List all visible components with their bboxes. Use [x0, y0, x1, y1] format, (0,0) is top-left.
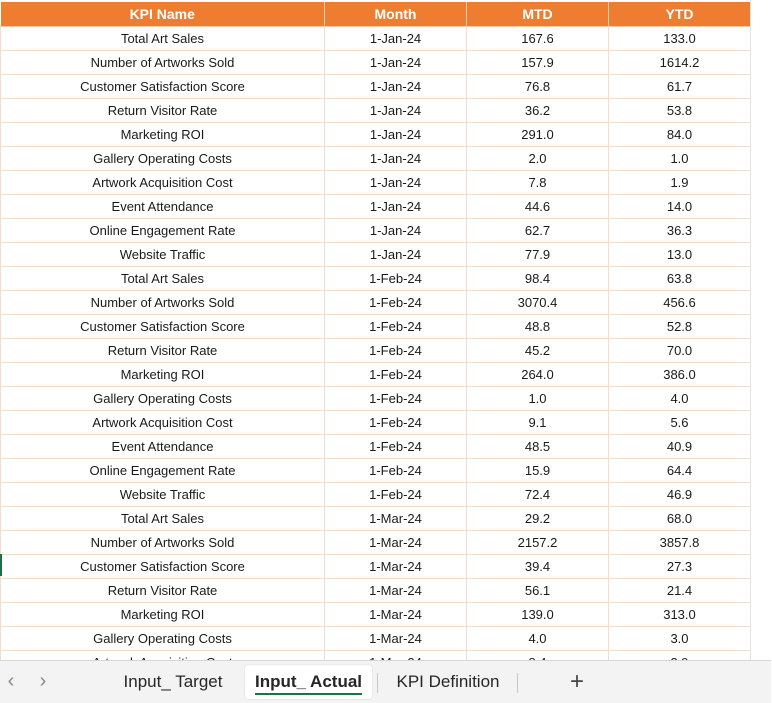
empty-column-area[interactable] — [750, 0, 772, 660]
tab-kpi-definition[interactable] — [383, 665, 513, 699]
cell-kpi-name[interactable]: Number of Artworks Sold — [1, 531, 325, 555]
cell-month[interactable]: 1-Jan-24 — [325, 195, 467, 219]
cell-kpi-name[interactable]: Return Visitor Rate — [1, 339, 325, 363]
cell-mtd[interactable]: 264.0 — [467, 363, 609, 387]
cell-month[interactable]: 1-Feb-24 — [325, 387, 467, 411]
cell-month[interactable]: 1-Mar-24 — [325, 507, 467, 531]
cell-ytd[interactable]: 52.8 — [609, 315, 751, 339]
cell-month[interactable]: 1-Jan-24 — [325, 171, 467, 195]
cell-month[interactable]: 1-Feb-24 — [325, 411, 467, 435]
table-row — [1, 291, 751, 315]
tab-input-actual-label: Input_ Actual — [254, 672, 363, 691]
table-row — [1, 75, 751, 99]
cell-mtd[interactable]: 62.7 — [467, 219, 609, 243]
chevron-right-icon[interactable]: › — [39, 670, 47, 692]
cell-kpi-name[interactable]: Event Attendance — [1, 195, 325, 219]
cell-ytd[interactable]: 63.8 — [609, 267, 751, 291]
cell-mtd[interactable]: 36.2 — [467, 99, 609, 123]
cell-ytd[interactable]: 1.9 — [609, 171, 751, 195]
tab-kpi-definition-label: KPI Definition — [396, 672, 500, 691]
cell-ytd[interactable]: 386.0 — [609, 363, 751, 387]
table-row — [1, 51, 751, 75]
cell-ytd[interactable]: 68.0 — [609, 507, 751, 531]
cell-kpi-name[interactable]: Gallery Operating Costs — [1, 627, 325, 651]
cell-mtd[interactable]: 1.0 — [467, 387, 609, 411]
tab-input-target[interactable] — [108, 665, 238, 699]
cell-month[interactable]: 1-Jan-24 — [325, 123, 467, 147]
sheet-tab-bar — [0, 660, 771, 703]
cell-month[interactable]: 1-Feb-24 — [325, 363, 467, 387]
cell-kpi-name[interactable]: Marketing ROI — [1, 603, 325, 627]
cell-month[interactable]: 1-Mar-24 — [325, 579, 467, 603]
cell-ytd[interactable]: 61.7 — [609, 75, 751, 99]
cell-kpi-name[interactable]: Artwork Acquisition Cost — [1, 171, 325, 195]
table-row — [1, 579, 751, 603]
cell-month[interactable]: 1-Mar-24 — [325, 603, 467, 627]
cell-ytd[interactable]: 1.0 — [609, 147, 751, 171]
cell-kpi-name[interactable]: Gallery Operating Costs — [1, 147, 325, 171]
cell-ytd[interactable]: 36.3 — [609, 219, 751, 243]
table-row — [1, 531, 751, 555]
tab-input-actual[interactable] — [245, 665, 372, 699]
cell-ytd[interactable]: 40.9 — [609, 435, 751, 459]
cell-mtd[interactable]: 72.4 — [467, 483, 609, 507]
cell-ytd[interactable]: 84.0 — [609, 123, 751, 147]
cell-kpi-name[interactable]: Event Attendance — [1, 435, 325, 459]
cell-month[interactable]: 1-Feb-24 — [325, 459, 467, 483]
cell-mtd[interactable]: 139.0 — [467, 603, 609, 627]
cell-kpi-name[interactable]: Gallery Operating Costs — [1, 387, 325, 411]
plus-icon: + — [569, 668, 584, 695]
active-row-indicator — [0, 554, 2, 576]
cell-mtd[interactable]: 77.9 — [467, 243, 609, 267]
cell-ytd[interactable]: 14.0 — [609, 195, 751, 219]
cell-kpi-name[interactable]: Marketing ROI — [1, 363, 325, 387]
cell-mtd[interactable]: 48.8 — [467, 315, 609, 339]
cell-month[interactable]: 1-Jan-24 — [325, 27, 467, 51]
table-row — [1, 195, 751, 219]
cell-ytd[interactable]: 64.4 — [609, 459, 751, 483]
cell-month[interactable]: 1-Feb-24 — [325, 267, 467, 291]
cell-ytd[interactable]: 3.0 — [609, 627, 751, 651]
table-header-row — [1, 2, 751, 27]
cell-kpi-name[interactable]: Customer Satisfaction Score — [1, 315, 325, 339]
cell-month[interactable]: 1-Feb-24 — [325, 435, 467, 459]
table-row — [1, 627, 751, 651]
cell-mtd[interactable]: 7.8 — [467, 171, 609, 195]
cell-month[interactable]: 1-Jan-24 — [325, 99, 467, 123]
tab-divider — [517, 673, 518, 693]
cell-month[interactable]: 1-Jan-24 — [325, 75, 467, 99]
cell-month[interactable]: 1-Feb-24 — [325, 291, 467, 315]
tab-input-target-label: Input_ Target — [123, 672, 223, 691]
cell-month[interactable]: 1-Mar-24 — [325, 627, 467, 651]
cell-mtd[interactable]: 29.2 — [467, 507, 609, 531]
cell-ytd[interactable]: 5.6 — [609, 411, 751, 435]
table-row — [1, 603, 751, 627]
tab-divider — [377, 673, 378, 693]
cell-ytd[interactable]: 53.8 — [609, 99, 751, 123]
table-row — [1, 411, 751, 435]
cell-kpi-name[interactable]: Customer Satisfaction Score — [1, 555, 325, 579]
cell-ytd[interactable]: 3857.8 — [609, 531, 751, 555]
table-row — [1, 555, 751, 579]
cell-mtd[interactable]: 56.1 — [467, 579, 609, 603]
cell-kpi-name[interactable]: Number of Artworks Sold — [1, 291, 325, 315]
header-mtd[interactable]: MTD — [467, 2, 609, 27]
table-row — [1, 507, 751, 531]
kpi-actual-table — [0, 2, 751, 675]
cell-kpi-name[interactable]: Website Traffic — [1, 243, 325, 267]
cell-mtd[interactable]: 9.1 — [467, 411, 609, 435]
cell-kpi-name[interactable]: Artwork Acquisition Cost — [1, 411, 325, 435]
cell-month[interactable]: 1-Mar-24 — [325, 531, 467, 555]
cell-kpi-name[interactable]: Online Engagement Rate — [1, 219, 325, 243]
cell-kpi-name[interactable]: Number of Artworks Sold — [1, 51, 325, 75]
cell-mtd[interactable]: 48.5 — [467, 435, 609, 459]
cell-month[interactable]: 1-Jan-24 — [325, 219, 467, 243]
chevron-left-icon[interactable]: ‹ — [7, 670, 15, 692]
table-row — [1, 99, 751, 123]
cell-ytd[interactable]: 27.3 — [609, 555, 751, 579]
cell-month[interactable]: 1-Feb-24 — [325, 339, 467, 363]
cell-kpi-name[interactable]: Website Traffic — [1, 483, 325, 507]
table-row — [1, 171, 751, 195]
cell-kpi-name[interactable]: Marketing ROI — [1, 123, 325, 147]
cell-ytd[interactable]: 133.0 — [609, 27, 751, 51]
cell-mtd[interactable]: 15.9 — [467, 459, 609, 483]
cell-mtd[interactable]: 291.0 — [467, 123, 609, 147]
cell-mtd[interactable]: 4.0 — [467, 627, 609, 651]
cell-mtd[interactable]: 44.6 — [467, 195, 609, 219]
header-month[interactable]: Month — [325, 2, 467, 27]
table-row — [1, 219, 751, 243]
cell-kpi-name[interactable]: Return Visitor Rate — [1, 99, 325, 123]
table-row — [1, 483, 751, 507]
cell-kpi-name[interactable]: Total Art Sales — [1, 27, 325, 51]
cell-month[interactable]: 1-Jan-24 — [325, 147, 467, 171]
table-row — [1, 363, 751, 387]
cell-mtd[interactable]: 45.2 — [467, 339, 609, 363]
cell-month[interactable]: 1-Feb-24 — [325, 315, 467, 339]
table-row — [1, 123, 751, 147]
table-row — [1, 387, 751, 411]
cell-ytd[interactable]: 313.0 — [609, 603, 751, 627]
table-row — [1, 243, 751, 267]
cell-month[interactable]: 1-Mar-24 — [325, 555, 467, 579]
cell-ytd[interactable]: 456.6 — [609, 291, 751, 315]
cell-kpi-name[interactable]: Return Visitor Rate — [1, 579, 325, 603]
cell-mtd[interactable]: 3070.4 — [467, 291, 609, 315]
cell-mtd[interactable]: 76.8 — [467, 75, 609, 99]
cell-mtd[interactable]: 98.4 — [467, 267, 609, 291]
table-row — [1, 459, 751, 483]
table-row — [1, 27, 751, 51]
cell-mtd[interactable]: 157.9 — [467, 51, 609, 75]
cell-kpi-name[interactable]: Customer Satisfaction Score — [1, 75, 325, 99]
cell-ytd[interactable]: 46.9 — [609, 483, 751, 507]
table-row — [1, 435, 751, 459]
cell-month[interactable]: 1-Jan-24 — [325, 243, 467, 267]
cell-ytd[interactable]: 21.4 — [609, 579, 751, 603]
table-row — [1, 267, 751, 291]
cell-ytd[interactable]: 1614.2 — [609, 51, 751, 75]
cell-mtd[interactable]: 167.6 — [467, 27, 609, 51]
table-row — [1, 339, 751, 363]
cell-ytd[interactable]: 13.0 — [609, 243, 751, 267]
active-tab-underline — [255, 693, 362, 695]
cell-ytd[interactable]: 4.0 — [609, 387, 751, 411]
header-kpi-name[interactable]: KPI Name — [1, 2, 325, 27]
cell-month[interactable]: 1-Feb-24 — [325, 483, 467, 507]
table-row — [1, 147, 751, 171]
cell-mtd[interactable]: 2157.2 — [467, 531, 609, 555]
cell-mtd[interactable]: 39.4 — [467, 555, 609, 579]
header-ytd[interactable]: YTD — [609, 2, 751, 27]
cell-kpi-name[interactable]: Online Engagement Rate — [1, 459, 325, 483]
cell-ytd[interactable]: 70.0 — [609, 339, 751, 363]
add-sheet-button[interactable] — [562, 667, 592, 697]
cell-mtd[interactable]: 2.0 — [467, 147, 609, 171]
cell-kpi-name[interactable]: Total Art Sales — [1, 267, 325, 291]
cell-month[interactable]: 1-Jan-24 — [325, 51, 467, 75]
cell-kpi-name[interactable]: Total Art Sales — [1, 507, 325, 531]
table-row — [1, 315, 751, 339]
